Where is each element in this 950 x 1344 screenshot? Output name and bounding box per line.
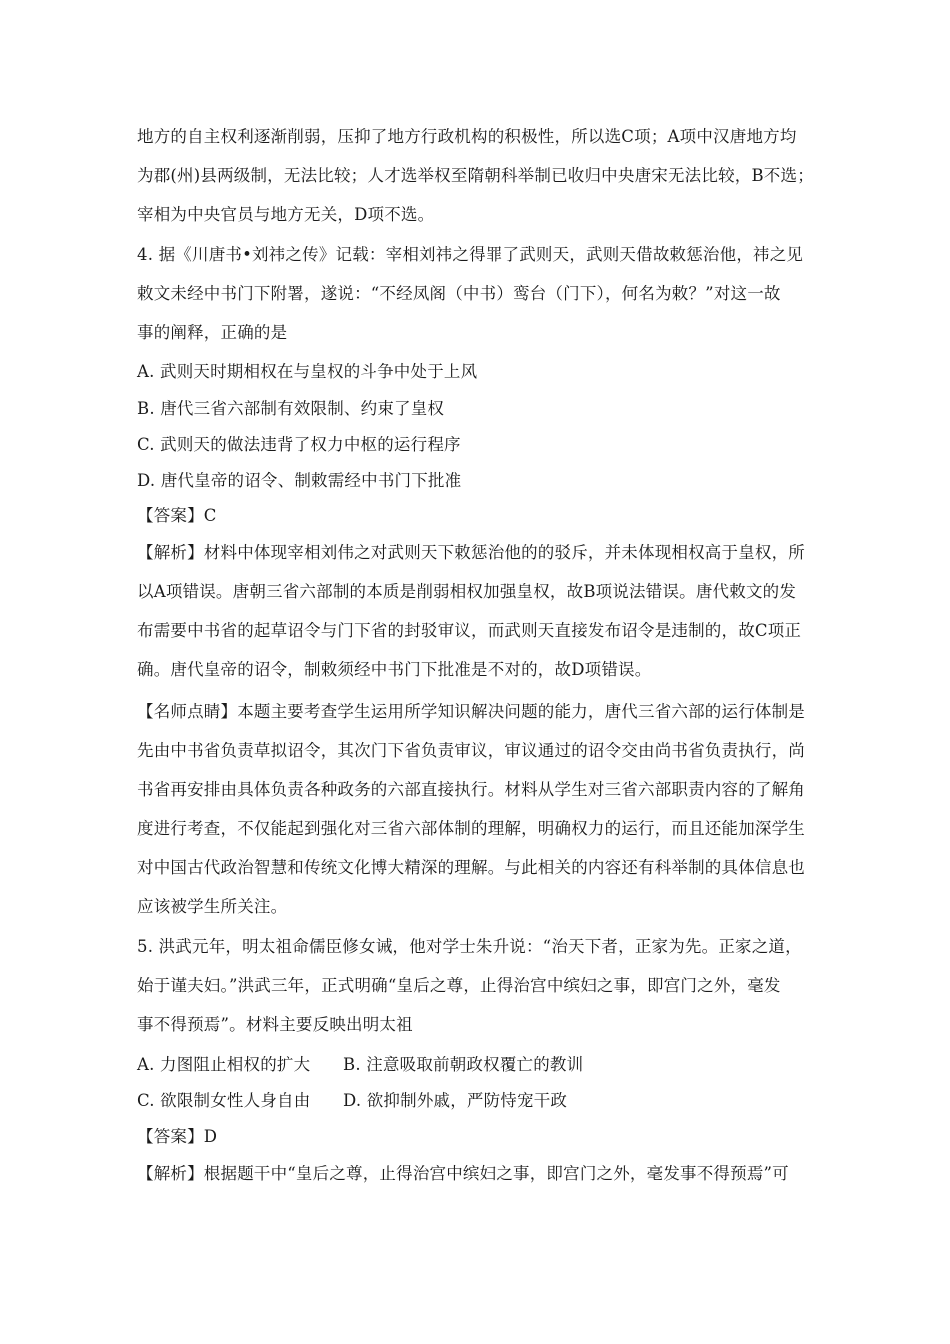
text-line: 地方的自主权利逐渐削弱，压抑了地方行政机构的积极性，所以选C项；A项中汉唐地方均 bbox=[137, 127, 797, 146]
question-5-option-b: B. 注意吸取前朝政权覆亡的教训 bbox=[343, 1055, 584, 1074]
question-5-answer: 【答案】D bbox=[137, 1127, 218, 1146]
question-4-teacher-note: 【名师点睛】本题主要考查学生运用所学知识解决问题的能力，唐代三省六部的运行体制是 bbox=[137, 702, 805, 721]
question-4-analysis: 【解析】材料中体现宰相刘伟之对武则天下敕惩治他的的驳斥，并未体现相权高于皇权，所 bbox=[137, 543, 805, 562]
question-5-option-a: A. 力图阻止相权的扩大 bbox=[137, 1055, 311, 1074]
question-5-options-row bbox=[137, 1054, 817, 1076]
question-5-option-d: D. 欲抑制外戚，严防恃宠干政 bbox=[343, 1091, 568, 1110]
question-4-stem: 事的阐释，正确的是 bbox=[137, 323, 288, 342]
question-4-teacher-note: 对中国古代政治智慧和传统文化博大精深的理解。与此相关的内容还有科举制的具体信息也 bbox=[137, 858, 805, 877]
question-4-option-c: C. 武则天的做法违背了权力中枢的运行程序 bbox=[137, 435, 461, 454]
text-line: 为郡(州)县两级制，无法比较；人才选举权至隋朝科举制已收归中央唐宋无法比较，B不选； bbox=[137, 166, 814, 185]
question-5-stem: 始于谨夫妇。”洪武三年，正式明确“皇后之尊，止得治宫中缤妇之事，即宫门之外，毫发 bbox=[137, 976, 781, 995]
question-5-options-row bbox=[137, 1090, 817, 1112]
question-4-teacher-note: 先由中书省负责草拟诏令，其次门下省负责审议，审议通过的诏令交由尚书省负责执行，尚 bbox=[137, 741, 805, 760]
question-5-option-c: C. 欲限制女性人身自由 bbox=[137, 1091, 311, 1110]
question-4-teacher-note: 应该被学生所关注。 bbox=[137, 897, 288, 916]
question-4-stem: 敕文未经中书门下附署，遂说：“不经凤阁（中书）鸾台（门下），何名为敕？”对这一故 bbox=[137, 284, 781, 303]
question-4-analysis: 确。唐代皇帝的诏令，制敕须经中书门下批准是不对的，故D项错误。 bbox=[137, 660, 652, 679]
question-4-teacher-note: 书省再安排由具体负责各种政务的六部直接执行。材料从学生对三省六部职责内容的了解角 bbox=[137, 780, 805, 799]
question-4-analysis: 以A项错误。唐朝三省六部制的本质是削弱相权加强皇权，故B项说法错误。唐代敕文的发 bbox=[137, 582, 797, 601]
question-5-analysis: 【解析】根据题干中“皇后之尊，止得治宫中缤妇之事，即宫门之外，毫发事不得预焉”可 bbox=[137, 1164, 789, 1183]
question-4-option-d: D. 唐代皇帝的诏令、制敕需经中书门下批准 bbox=[137, 471, 462, 490]
question-4-teacher-note: 度进行考查，不仅能起到强化对三省六部体制的理解，明确权力的运行，而且还能加深学生 bbox=[137, 819, 805, 838]
question-4-analysis: 布需要中书省的起草诏令与门下省的封驳审议，而武则天直接发布诏令是违制的，故C项正 bbox=[137, 621, 802, 640]
question-4-option-b: B. 唐代三省六部制有效限制、约束了皇权 bbox=[137, 399, 445, 418]
question-4-stem: 4. 据《川唐书•刘祎之传》记载：宰相刘祎之得罪了武则天，武则天借故敕惩治他，祎之见 bbox=[137, 245, 804, 264]
question-5-stem: 5. 洪武元年，明太祖命儒臣修女诫，他对学士朱升说：“治天下者，正家为先。正家之道， bbox=[137, 937, 802, 956]
question-5-stem: 事不得预焉”。材料主要反映出明太祖 bbox=[137, 1015, 413, 1034]
question-4-option-a: A. 武则天时期相权在与皇权的斗争中处于上风 bbox=[137, 362, 478, 381]
question-4-answer: 【答案】C bbox=[137, 506, 217, 525]
text-line: 宰相为中央官员与地方无关，D项不选。 bbox=[137, 205, 435, 224]
